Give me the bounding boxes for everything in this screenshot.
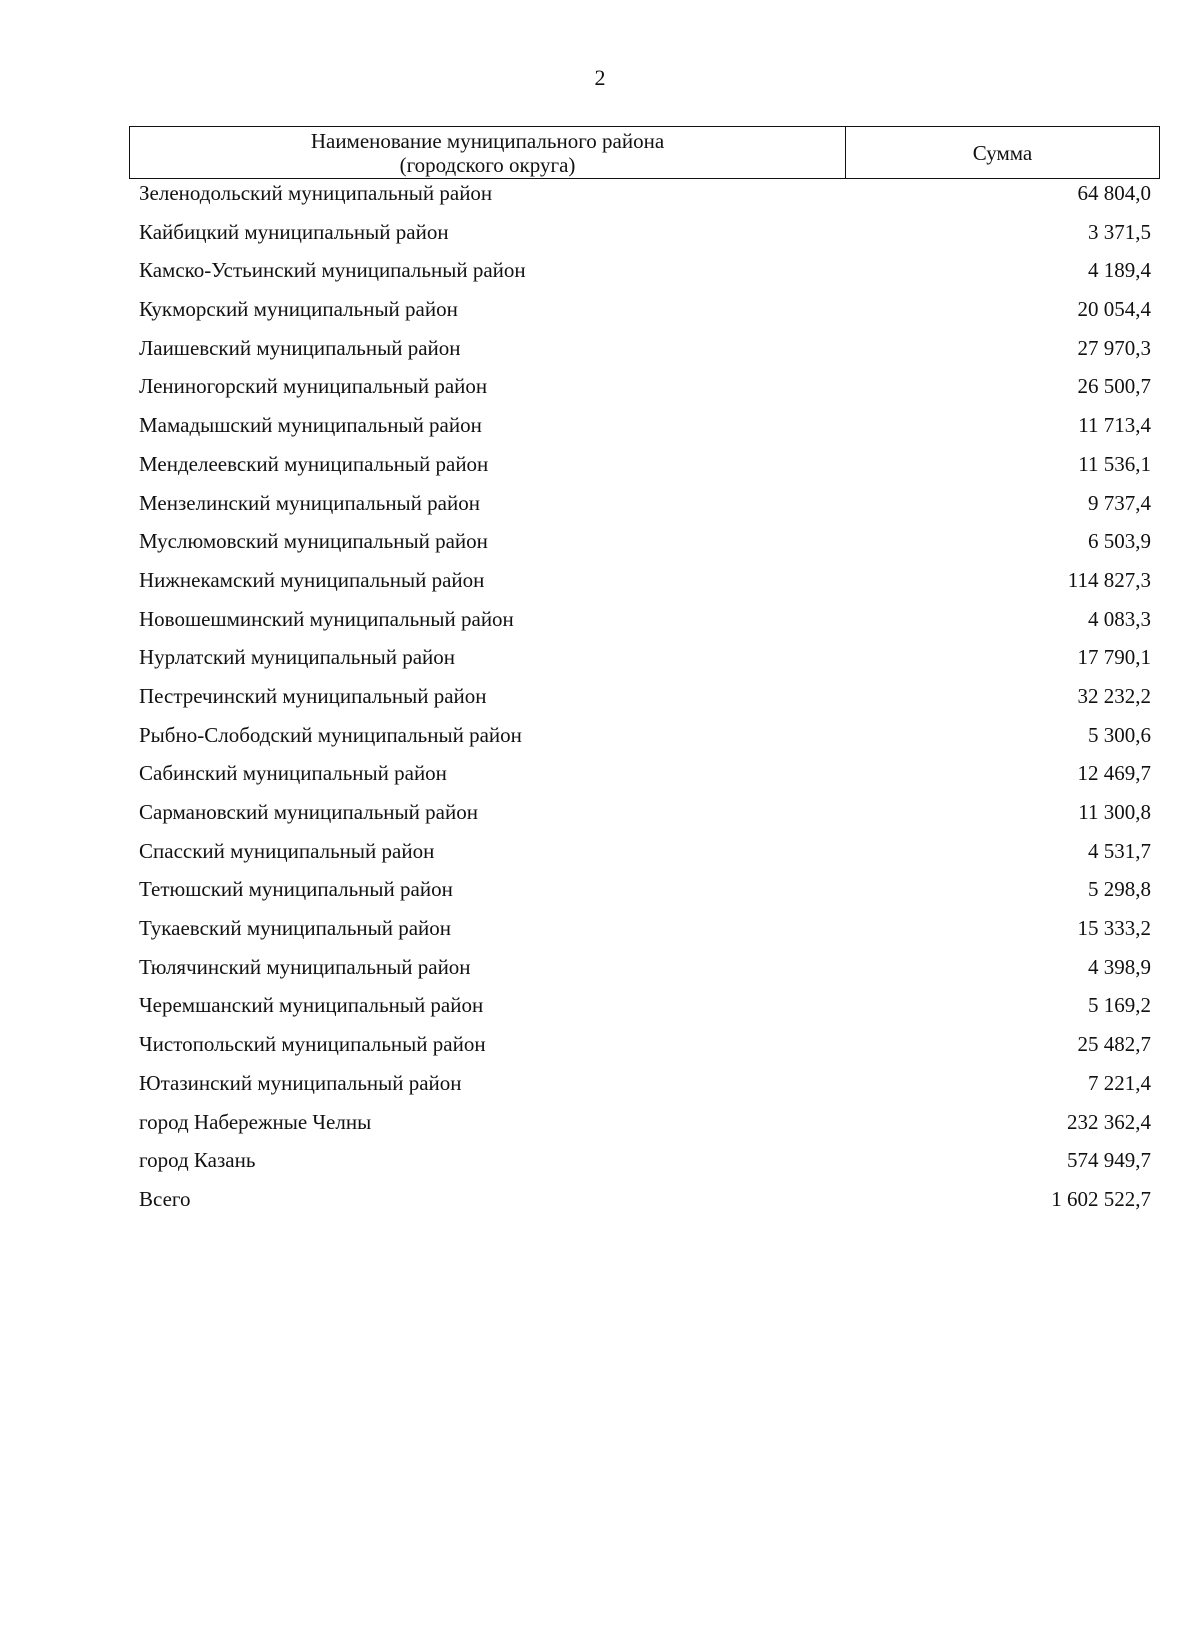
table-header (129, 126, 1160, 179)
table-row (139, 606, 1151, 645)
table-row (139, 644, 1151, 683)
header-district-name-line2: (городского округа) (399, 153, 576, 177)
district-name: Кайбицкий муниципальный район (139, 219, 449, 244)
table-row (139, 838, 1151, 877)
district-name: Сармановский муниципальный район (139, 800, 478, 824)
district-name: город Казань (139, 1148, 256, 1173)
district-name: Нурлатский муниципальный район (139, 645, 456, 670)
table-row (139, 296, 1151, 335)
district-sum: 232 362,4 (1067, 1109, 1151, 1134)
district-sum: 1 602 522,7 (1051, 1186, 1151, 1211)
table-row (139, 219, 1151, 258)
district-sum: 4 531,7 (1088, 838, 1151, 863)
table-row (139, 528, 1151, 567)
table-body (139, 180, 1151, 1225)
header-sum: Сумма (972, 141, 1033, 165)
district-name: Нижнекамский муниципальный район (139, 567, 485, 592)
table-row (139, 1109, 1151, 1148)
district-sum: 114 827,3 (1067, 567, 1151, 592)
district-name: Зеленодольский муниципальный район (139, 181, 493, 205)
district-name: Камско-Устьинский муниципальный район (139, 258, 526, 283)
table-row (139, 1070, 1151, 1109)
table-row (139, 915, 1151, 954)
table-row (139, 1031, 1151, 1070)
district-name: Рыбно-Слободский муниципальный район (139, 722, 522, 747)
district-sum: 11 713,4 (1078, 413, 1151, 438)
district-sum: 6 503,9 (1088, 529, 1151, 554)
district-sum: 4 189,4 (1088, 258, 1151, 283)
district-sum: 4 083,3 (1088, 606, 1151, 631)
district-sum: 26 500,7 (1077, 374, 1151, 399)
district-name: Муслюмовский муниципальный район (139, 529, 488, 554)
table-row (139, 490, 1151, 529)
header-district-name-line1: Наименование муниципального района (310, 129, 665, 153)
district-sum: 11 300,8 (1078, 800, 1151, 824)
district-name: Ютазинский муниципальный район (139, 1070, 462, 1095)
district-sum: 5 169,2 (1088, 993, 1151, 1018)
district-name: Лениногорский муниципальный район (139, 374, 488, 399)
page-number: 2 (594, 65, 606, 90)
table-row (139, 373, 1151, 412)
table-row (139, 1186, 1151, 1225)
district-sum: 574 949,7 (1067, 1148, 1151, 1173)
district-name: Мамадышский муниципальный район (139, 413, 482, 438)
district-sum: 9 737,4 (1088, 490, 1151, 515)
table-row (139, 567, 1151, 606)
district-name: Тетюшский муниципальный район (139, 877, 453, 902)
district-sum: 11 536,1 (1078, 451, 1151, 476)
district-sum: 7 221,4 (1088, 1070, 1151, 1095)
table-row (139, 760, 1151, 799)
table-row (139, 335, 1151, 374)
table-row (139, 451, 1151, 490)
district-name: Черемшанский муниципальный район (139, 993, 484, 1018)
district-name: Пестречинский муниципальный район (139, 683, 487, 708)
district-sum: 20 054,4 (1077, 297, 1151, 322)
header-district-name (130, 127, 846, 178)
district-sum: 15 333,2 (1077, 916, 1151, 941)
district-name: город Набережные Челны (139, 1109, 372, 1134)
table-row (139, 799, 1151, 838)
district-name: Сабинский муниципальный район (139, 761, 447, 786)
district-name: Всего (139, 1186, 191, 1211)
district-sum: 5 300,6 (1088, 722, 1151, 747)
district-name: Мензелинский муниципальный район (139, 490, 480, 515)
district-sum: 27 970,3 (1077, 335, 1151, 360)
district-sum: 3 371,5 (1088, 219, 1151, 244)
district-name: Чистопольский муниципальный район (139, 1032, 486, 1057)
table-row (139, 954, 1151, 993)
table-row (139, 683, 1151, 722)
district-sum: 12 469,7 (1077, 761, 1151, 786)
table-row (139, 1147, 1151, 1186)
district-sum: 64 804,0 (1077, 181, 1151, 205)
table-row (139, 257, 1151, 296)
table-row (139, 992, 1151, 1031)
district-name: Тюлячинский муниципальный район (139, 954, 471, 979)
district-name: Тукаевский муниципальный район (139, 916, 452, 941)
district-sum: 25 482,7 (1077, 1032, 1151, 1057)
table-row (139, 180, 1151, 219)
district-name: Лаишевский муниципальный район (139, 335, 461, 360)
district-name: Кукморский муниципальный район (139, 297, 458, 322)
table-row (139, 876, 1151, 915)
district-name: Менделеевский муниципальный район (139, 451, 489, 476)
district-sum: 32 232,2 (1077, 683, 1151, 708)
district-name: Новошешминский муниципальный район (139, 606, 514, 631)
table-row (139, 722, 1151, 761)
district-sum: 17 790,1 (1077, 645, 1151, 670)
district-name: Спасский муниципальный район (139, 838, 435, 863)
district-sum: 5 298,8 (1088, 877, 1151, 902)
district-sum: 4 398,9 (1088, 954, 1151, 979)
table-row (139, 412, 1151, 451)
